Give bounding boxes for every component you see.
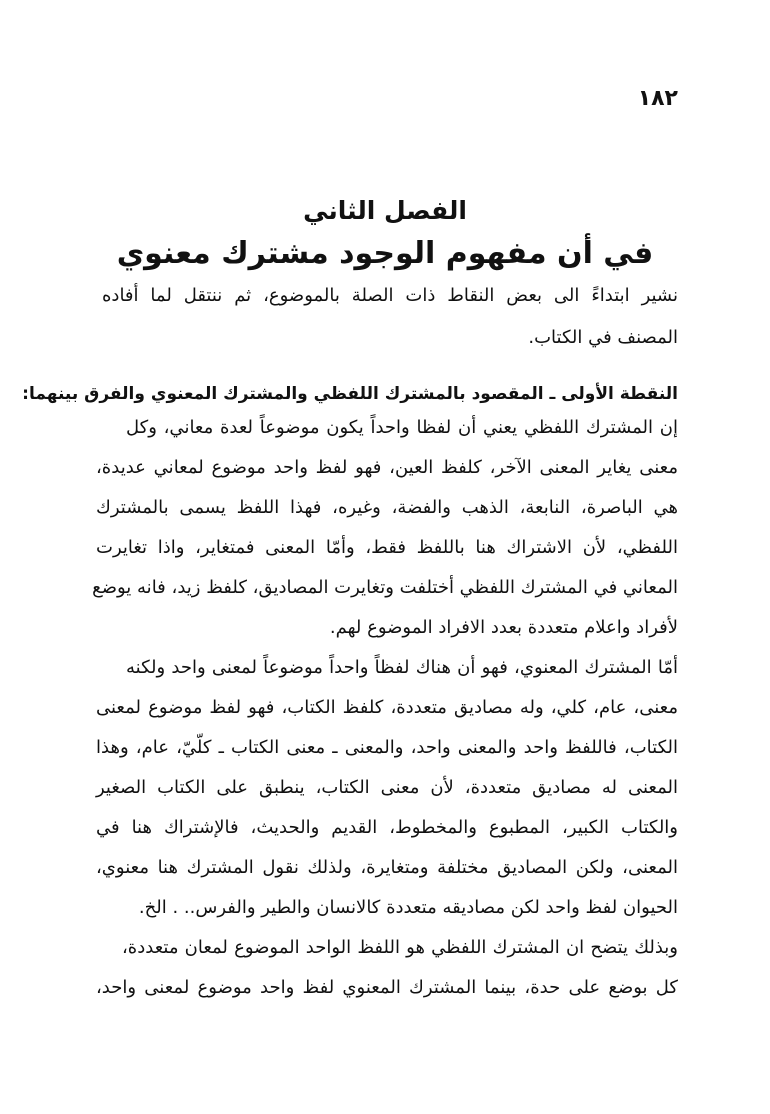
body-line: هي الباصرة، النابعة، الذهب والفضة، وغيره، فهذا اللفظ يسمى بالمشترك <box>96 497 678 518</box>
body-line: وبذلك يتضح ان المشترك اللفظي هو اللفظ الواحد الموضوع لمعان متعددة، <box>122 937 678 958</box>
section-heading: النقطة الأولى ـ المقصود بالمشترك اللفظي والمشترك المعنوي والفرق بينهما: <box>22 384 678 404</box>
chapter-title: الفصل الثاني <box>303 196 467 225</box>
body-line: أمّا المشترك المعنوي، فهو أن هناك لفظاً واحداً موضوعاً لمعنى واحد ولكنه <box>126 657 678 678</box>
body-line: إن المشترك اللفظي يعني أن لفظا واحداً يكون موضوعاً لعدة معاني، وكل <box>126 417 678 438</box>
intro-line: نشير ابتداءً الى بعض النقاط ذات الصلة بالموضوع، ثم ننتقل لما أفاده <box>102 285 678 306</box>
intro-line: المصنف في الكتاب. <box>528 327 678 348</box>
body-line: الحيوان لفظ واحد لكن مصاديقه متعددة كالانسان والطير والفرس.. . الخ. <box>138 897 678 918</box>
body-line: المعنى له مصاديق متعددة، لأن معنى الكتاب، ينطبق على الكتاب الصغير <box>96 777 678 798</box>
body-line: اللفظي، لأن الاشتراك هنا باللفظ فقط، وأمّا المعنى فمتغاير، واذا تغايرت <box>96 537 678 558</box>
body-line: الكتاب، فاللفظ واحد والمعنى واحد، والمعنى ـ معنى الكتاب ـ كلّيّ، عام، وهذا <box>96 737 678 758</box>
page-number: ١٨٢ <box>637 86 678 111</box>
body-line: معنى يغاير المعنى الآخر، كلفظ العين، فهو لفظ واحد موضوع لمعاني عديدة، <box>96 457 678 478</box>
body-line: لأفراد واعلام متعددة بعدد الافراد الموضوع لهم. <box>329 617 678 638</box>
body-line: والكتاب الكبير، المطبوع والمخطوط، القديم والحديث، فالإشتراك هنا في <box>96 817 678 838</box>
body-line: كل بوضع على حدة، بينما المشترك المعنوي لفظ واحد موضوع لمعنى واحد، <box>96 977 678 998</box>
body-line: المعنى، ولكن المصاديق مختلفة ومتغايرة، ولذلك نقول المشترك هنا معنوي، <box>96 857 678 878</box>
chapter-subtitle: في أن مفهوم الوجود مشترك معنوي <box>116 236 654 271</box>
body-line: معنى، عام، كلي، وله مصاديق متعددة، كلفظ الكتاب، فهو لفظ موضوع لمعنى <box>96 697 678 718</box>
body-line: المعاني في المشترك اللفظي أختلفت وتغايرت المصاديق، كلفظ زيد، فانه يوضع <box>92 577 678 598</box>
